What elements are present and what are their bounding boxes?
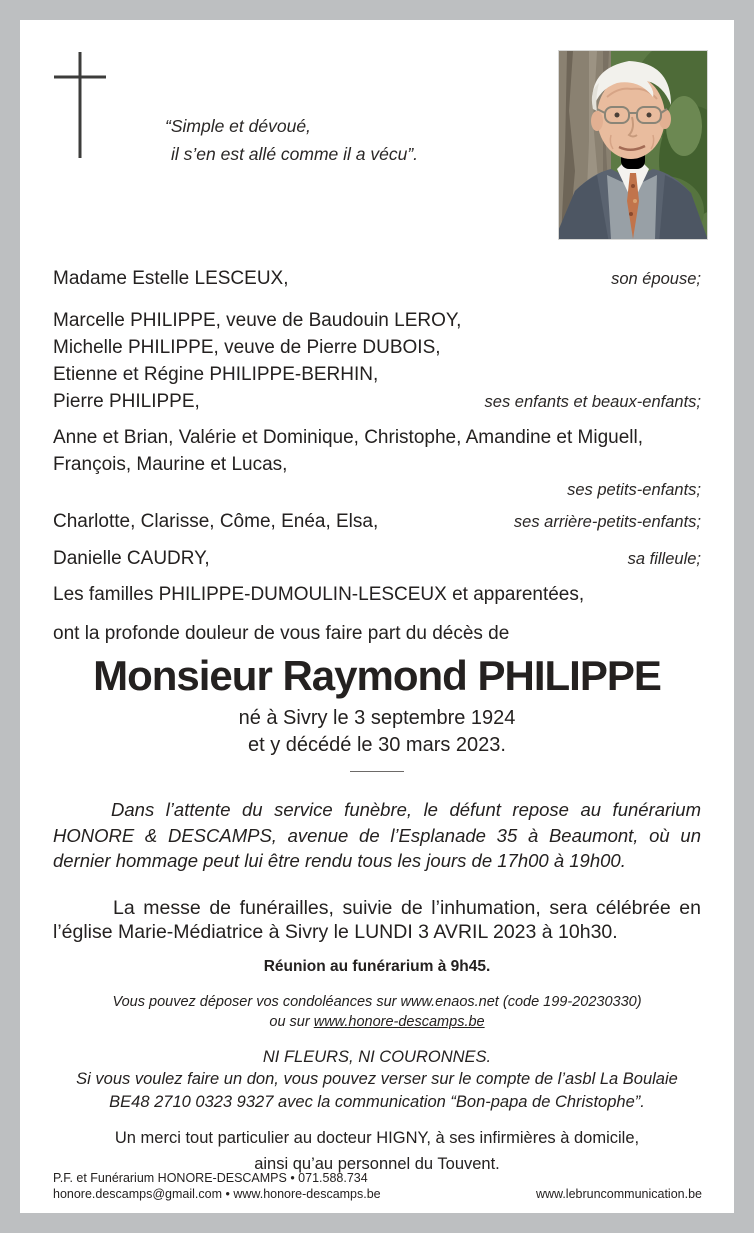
condolences-line-2 — [53, 1012, 701, 1032]
relative-name: Marcelle PHILIPPE, veuve de Baudouin LEROY, — [53, 310, 462, 331]
epitaph-line-2: il s’en est allé comme il a vécu”. — [171, 143, 419, 164]
relative-row-children — [53, 307, 701, 416]
printer-credit: www.lebruncommunication.be — [535, 1186, 702, 1201]
section-divider — [350, 771, 404, 772]
relative-row-spouse — [53, 265, 701, 293]
no-flowers-line: NI FLEURS, NI COURONNES. — [262, 1047, 492, 1066]
condolences-line-1: Vous pouvez déposer vos condoléances sur www.enaos.net (code 199-20230330) — [112, 993, 642, 1010]
relative-row-goddaughter — [53, 545, 701, 573]
relative-name: Madame Estelle LESCEUX, — [53, 268, 289, 289]
thanks-block — [53, 1126, 701, 1177]
portrait-photo — [558, 50, 708, 240]
relationship-label: ses arrière-petits-enfants; — [513, 513, 701, 531]
relative-name: Michelle PHILIPPE, veuve de Pierre DUBOIS, — [53, 337, 441, 358]
relationship-label: ses enfants et beaux-enfants; — [484, 393, 701, 411]
relative-name: Pierre PHILIPPE, — [53, 391, 200, 412]
funeral-home-email-web: honore.descamps@gmail.com • www.honore-descamps.be — [53, 1186, 381, 1201]
condolences-prefix: ou sur — [269, 1013, 314, 1030]
footer — [53, 1171, 702, 1202]
epitaph-line-1: “Simple et dévoué, — [165, 116, 311, 136]
meeting-line: Réunion au funérarium à 9h45. — [263, 957, 491, 975]
funeral-home-contact — [53, 1171, 381, 1202]
relationship-label: ses petits-enfants; — [567, 481, 701, 499]
announcement-line: ont la profonde douleur de vous faire part du décès de — [53, 623, 510, 644]
donation-block — [53, 1046, 701, 1114]
announcement-body — [53, 265, 701, 1177]
relationship-label: son épouse; — [611, 270, 701, 288]
repose-paragraph: Dans l’attente du service funèbre, le défunt repose au funérarium HONORE & DESCAMPS, avenue de l’Esplanade 35 à Beaumont, où un dernier hommage peut lui être rendu tous les jours de 17h00 à 19h00. — [53, 799, 701, 871]
relative-row-great-grandchildren — [53, 508, 701, 536]
funeral-home-name-phone: P.F. et Funérarium HONORE-DESCAMPS • 071.588.734 — [53, 1171, 368, 1185]
deceased-name: Monsieur Raymond PHILIPPE — [93, 652, 661, 699]
relative-name: François, Maurine et Lucas, — [53, 454, 288, 475]
thanks-line-2: ainsi qu’au personnel du Touvent. — [254, 1154, 500, 1173]
thanks-line-1: Un merci tout particulier au docteur HIGNY, à ses infirmières à domicile, — [114, 1129, 640, 1147]
birth-line: né à Sivry le 3 septembre 1924 — [238, 707, 516, 729]
cross-icon — [53, 50, 109, 165]
donation-account-line: BE48 2710 0323 9327 avec la communication “Bon-papa de Christophe”. — [109, 1092, 645, 1111]
relative-name: Etienne et Régine PHILIPPE-BERHIN, — [53, 364, 379, 385]
death-line: et y décédé le 30 mars 2023. — [248, 734, 506, 756]
relationship-label: sa filleule; — [627, 550, 701, 568]
mass-paragraph: La messe de funérailles, suivie de l’inhumation, sera célébrée en l’église Marie-Médiatrice à Sivry le LUNDI 3 AVRIL 2023 à 10h30. — [53, 896, 701, 943]
epitaph-quote — [165, 113, 418, 168]
obituary-card — [20, 20, 734, 1213]
condolences-block — [53, 992, 701, 1032]
relative-row-grandchildren — [53, 424, 701, 502]
funeral-home-website-link[interactable]: www.honore-descamps.be — [313, 1013, 485, 1030]
relative-name: Anne et Brian, Valérie et Dominique, Christophe, Amandine et Miguell, — [53, 427, 644, 448]
relative-name: Danielle CAUDRY, — [53, 548, 210, 569]
donation-line: Si vous voulez faire un don, vous pouvez verser sur le compte de l’asbl La Boulaie — [76, 1070, 678, 1088]
relative-name: Charlotte, Clarisse, Côme, Enéa, Elsa, — [53, 511, 379, 532]
families-line: Les familles PHILIPPE-DUMOULIN-LESCEUX et apparentées, — [53, 584, 585, 605]
